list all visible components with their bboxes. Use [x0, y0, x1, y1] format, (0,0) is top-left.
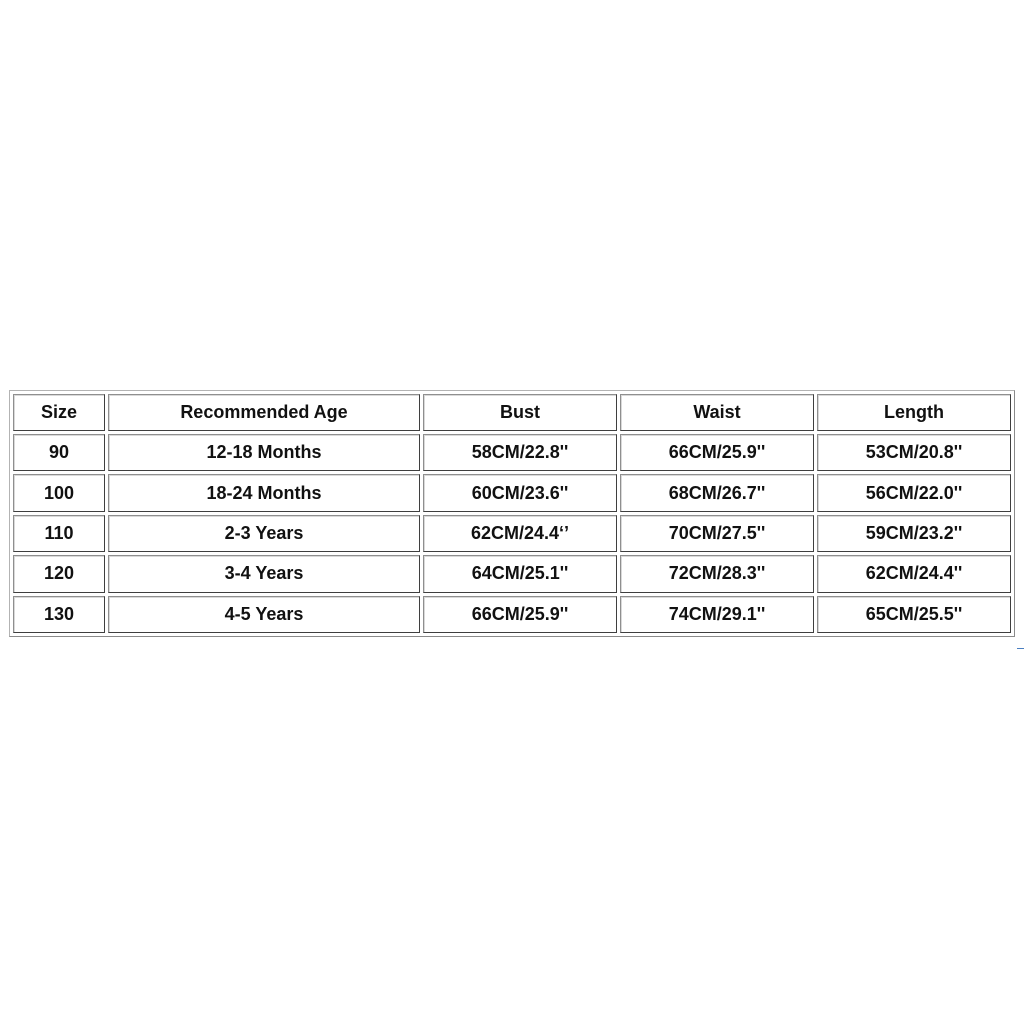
cell-bust: 62CM/24.4‘’	[423, 515, 617, 552]
size-chart-body	[13, 434, 1011, 633]
table-row	[13, 596, 1011, 633]
cell-length: 65CM/25.5''	[817, 596, 1011, 633]
cell-recommended-age: 18-24 Months	[108, 474, 420, 511]
cell-bust: 66CM/25.9''	[423, 596, 617, 633]
header-length: Length	[817, 394, 1011, 431]
cell-bust: 64CM/25.1''	[423, 555, 617, 592]
cell-size: 110	[13, 515, 105, 552]
header-row	[13, 394, 1011, 431]
header-size: Size	[13, 394, 105, 431]
table-row	[13, 474, 1011, 511]
cell-recommended-age: 3-4 Years	[108, 555, 420, 592]
cell-size: 130	[13, 596, 105, 633]
cell-waist: 70CM/27.5''	[620, 515, 814, 552]
cell-waist: 66CM/25.9''	[620, 434, 814, 471]
cell-waist: 72CM/28.3''	[620, 555, 814, 592]
cell-recommended-age: 4-5 Years	[108, 596, 420, 633]
table-row	[13, 434, 1011, 471]
cell-size: 120	[13, 555, 105, 592]
size-chart-table	[9, 390, 1015, 637]
header-bust: Bust	[423, 394, 617, 431]
cell-bust: 58CM/22.8''	[423, 434, 617, 471]
table-row	[13, 555, 1011, 592]
cell-length: 56CM/22.0''	[817, 474, 1011, 511]
cell-waist: 68CM/26.7''	[620, 474, 814, 511]
cell-size: 90	[13, 434, 105, 471]
edge-artifact-line	[1017, 648, 1024, 649]
table-row	[13, 515, 1011, 552]
cell-size: 100	[13, 474, 105, 511]
cell-recommended-age: 2-3 Years	[108, 515, 420, 552]
cell-length: 62CM/24.4''	[817, 555, 1011, 592]
header-waist: Waist	[620, 394, 814, 431]
cell-length: 59CM/23.2''	[817, 515, 1011, 552]
header-recommended-age: Recommended Age	[108, 394, 420, 431]
cell-length: 53CM/20.8''	[817, 434, 1011, 471]
size-chart-header	[13, 394, 1011, 431]
cell-recommended-age: 12-18 Months	[108, 434, 420, 471]
cell-waist: 74CM/29.1''	[620, 596, 814, 633]
cell-bust: 60CM/23.6''	[423, 474, 617, 511]
